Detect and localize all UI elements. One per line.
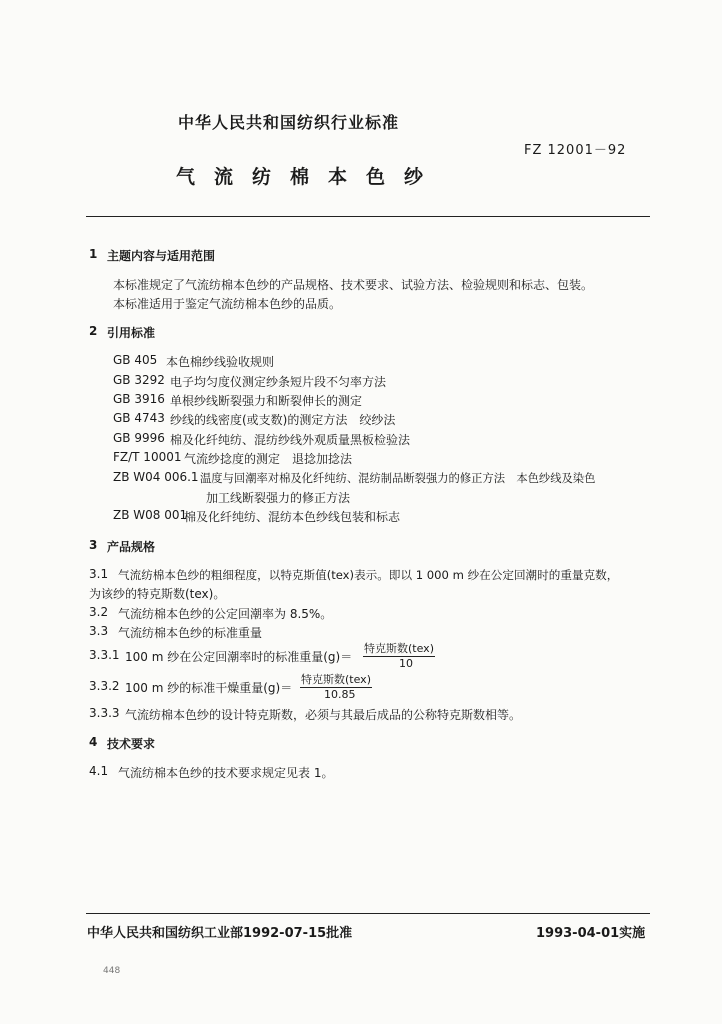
page-number: 448	[103, 966, 121, 976]
paragraph: 本标准规定了气流纺棉本色纱的产品规格、技术要求、试验方法、检验规则和标志、包装。	[113, 278, 594, 292]
formula-text: 100 m 纱在公定回潮率时的标准重量(g)＝	[125, 650, 353, 664]
paragraph: 气流纺棉本色纱的标准重量	[118, 626, 263, 640]
footer-divider	[86, 913, 650, 914]
clause-number: 3.3.3	[89, 706, 120, 720]
paragraph: 本标准适用于鉴定气流纺棉本色纱的品质。	[113, 297, 342, 311]
reference-code: ZB W08 001	[113, 508, 188, 522]
effective-date: 1993-04-01实施	[536, 926, 646, 941]
industry-standard-heading: 中华人民共和国纺织行业标准	[178, 113, 400, 132]
section-2-number: 2	[89, 324, 98, 338]
section-3-number: 3	[89, 538, 98, 552]
section-1-number: 1	[89, 247, 98, 261]
approval-line: 中华人民共和国纺织工业部1992-07-15批准	[87, 926, 353, 941]
reference-title: 棉及化纤纯纺、混纺本色纱线包装和标志	[184, 510, 401, 524]
clause-number: 3.2	[89, 605, 109, 619]
paragraph: 气流纺棉本色纱的粗细程度，以特克斯值(tex)表示。即以 1 000 m 纱在公定回潮时的重量克数，	[118, 568, 619, 582]
paragraph: 气流纺棉本色纱的技术要求规定见表 1。	[118, 766, 334, 780]
clause-number: 4.1	[89, 764, 109, 778]
document-title: 气流纺棉本色纱	[176, 166, 443, 188]
fraction-numerator: 特克斯数(tex)	[364, 642, 434, 655]
reference-title-continued: 加工线断裂强力的修正方法	[206, 491, 351, 505]
paragraph: 为该纱的特克斯数(tex)。	[89, 587, 226, 601]
section-3-heading: 产品规格	[107, 540, 156, 554]
reference-code: GB 405	[113, 353, 158, 367]
reference-code: GB 9996	[113, 431, 165, 445]
section-1-heading: 主题内容与适用范围	[107, 249, 216, 263]
standard-code: FZ 12001－92	[524, 143, 627, 158]
fraction-denominator: 10.85	[324, 688, 356, 701]
section-2-heading: 引用标准	[107, 326, 156, 340]
reference-title: 电子均匀度仪测定纱条短片段不匀率方法	[170, 375, 387, 389]
paragraph: 气流纺棉本色纱的设计特克斯数，必须与其最后成品的公称特克斯数相等。	[125, 708, 522, 722]
fraction-numerator: 特克斯数(tex)	[301, 673, 371, 686]
paragraph: 气流纺棉本色纱的公定回潮率为 8.5%。	[118, 607, 333, 621]
clause-number: 3.1	[89, 567, 109, 581]
header-divider	[86, 216, 650, 217]
reference-title: 气流纱捻度的测定 退捻加捻法	[184, 452, 353, 466]
reference-title: 棉及化纤纯纺、混纺纱线外观质量黑板检验法	[170, 433, 411, 447]
reference-code: GB 4743	[113, 411, 165, 425]
reference-title: 纱线的线密度(或支数)的测定方法 绞纱法	[170, 413, 396, 427]
section-4-number: 4	[89, 735, 98, 749]
clause-number: 3.3	[89, 624, 109, 638]
clause-number: 3.3.2	[89, 679, 120, 693]
reference-title: 温度与回潮率对棉及化纤纯纺、混纺制品断裂强力的修正方法 本色纱线及染色	[200, 472, 596, 485]
reference-title: 单根纱线断裂强力和断裂伸长的测定	[170, 394, 363, 408]
reference-code: ZB W04 006.1	[113, 470, 199, 484]
formula-text: 100 m 纱的标准干燥重量(g)＝	[125, 681, 293, 695]
reference-code: FZ/T 10001	[113, 450, 182, 464]
section-4-heading: 技术要求	[107, 737, 156, 751]
reference-title: 本色棉纱线验收规则	[166, 355, 275, 369]
reference-code: GB 3292	[113, 373, 165, 387]
reference-code: GB 3916	[113, 392, 165, 406]
fraction-denominator: 10	[399, 657, 413, 670]
clause-number: 3.3.1	[89, 648, 120, 662]
